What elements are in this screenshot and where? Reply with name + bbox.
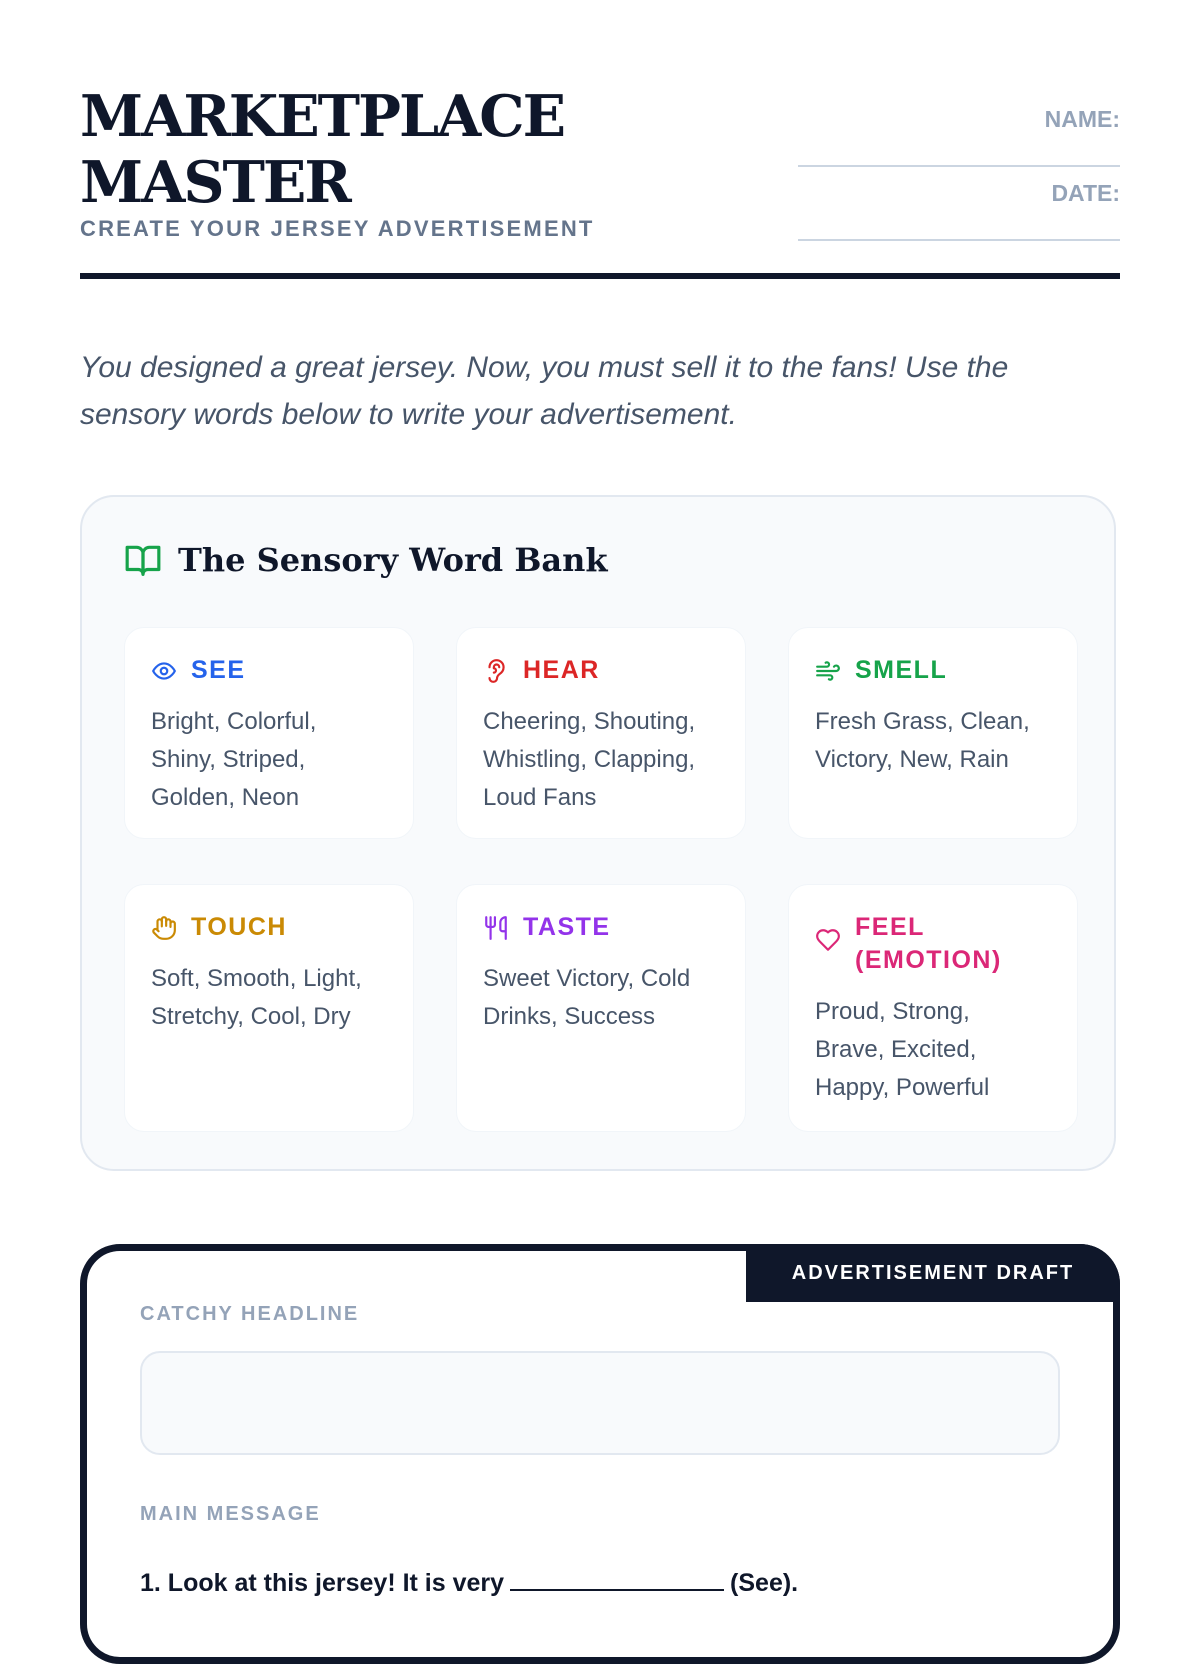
eye-icon (151, 658, 177, 684)
heart-icon (815, 927, 841, 953)
advertisement-draft-panel (80, 1244, 1120, 1664)
card-label-see: SEE (191, 656, 246, 684)
ear-icon (483, 658, 509, 684)
card-feel (788, 884, 1078, 1132)
card-label-feel: FEEL (EMOTION) (855, 913, 1002, 974)
word-bank-header (124, 541, 608, 579)
card-taste (456, 884, 746, 1132)
name-label-row (798, 106, 1120, 133)
card-words-see: Bright, Colorful, Shiny, Striped, Golden, Neon (151, 708, 317, 811)
card-touch (124, 884, 414, 1132)
title-line-1: MARKETPLACE (80, 83, 565, 150)
word-bank-panel (80, 495, 1116, 1171)
card-words-touch: Soft, Smooth, Light, Stretchy, Cool, Dry (151, 965, 362, 1030)
hand-icon (151, 915, 177, 941)
card-words-feel: Proud, Strong, Brave, Excited, Happy, Powerful (815, 998, 990, 1101)
book-open-icon (124, 541, 162, 579)
sentence-1-blank[interactable] (510, 1567, 724, 1591)
card-label-touch: TOUCH (191, 913, 287, 941)
word-bank-title: The Sensory Word Bank (178, 541, 608, 579)
sentence-1-suffix: (See). (730, 1569, 799, 1597)
card-label-hear: HEAR (523, 656, 600, 684)
title-line-2: MASTER (80, 149, 350, 216)
draft-tab-label: ADVERTISEMENT DRAFT (746, 1244, 1120, 1302)
card-see (124, 627, 414, 839)
sentence-1-prefix: 1. Look at this jersey! It is very (140, 1569, 505, 1597)
card-words-smell: Fresh Grass, Clean, Victory, New, Rain (815, 708, 1030, 773)
card-smell (788, 627, 1078, 839)
card-words-taste: Sweet Victory, Cold Drinks, Success (483, 965, 691, 1030)
header-divider (80, 273, 1120, 279)
headline-input[interactable] (140, 1351, 1060, 1455)
date-label: DATE: (1051, 180, 1120, 206)
message-sentence-1 (140, 1567, 798, 1598)
page-subtitle: CREATE YOUR JERSEY ADVERTISEMENT (80, 216, 595, 241)
page-title (80, 84, 720, 216)
date-label-row (798, 180, 1120, 207)
wind-icon (815, 658, 841, 684)
utensils-icon (483, 915, 509, 941)
card-label-smell: SMELL (855, 656, 948, 684)
intro-text: You designed a great jersey. Now, you must sell it to the fans! Use the sensory words below to write your advertisement. (80, 351, 1009, 431)
main-message-label: MAIN MESSAGE (140, 1503, 321, 1525)
name-line[interactable] (798, 165, 1120, 167)
card-words-hear: Cheering, Shouting, Whistling, Clapping, Loud Fans (483, 708, 696, 811)
card-label-taste: TASTE (523, 913, 611, 941)
card-hear (456, 627, 746, 839)
name-label: NAME: (1044, 106, 1120, 132)
date-line[interactable] (798, 239, 1120, 241)
headline-label: CATCHY HEADLINE (140, 1303, 360, 1325)
